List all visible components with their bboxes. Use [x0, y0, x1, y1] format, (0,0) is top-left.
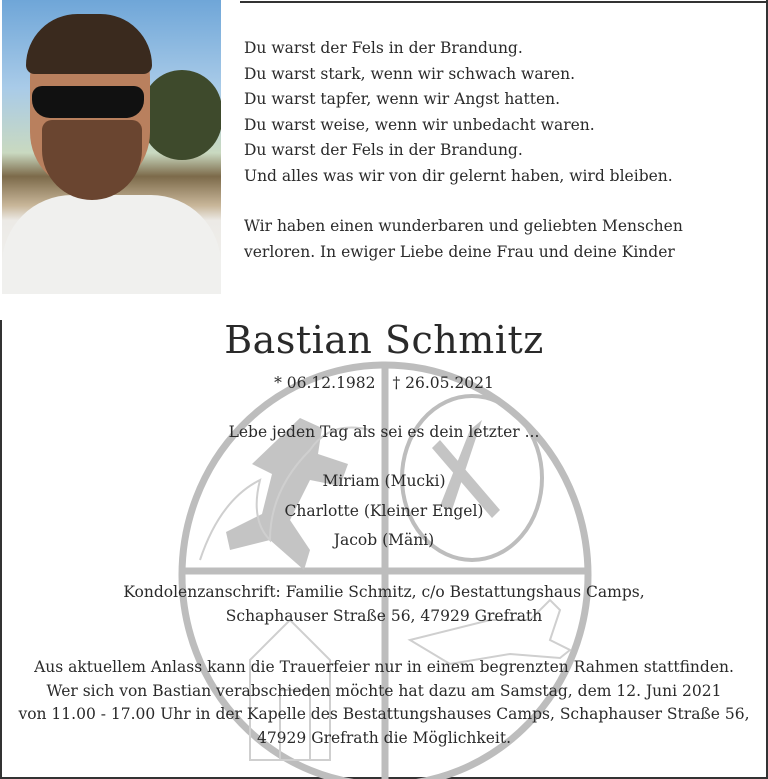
poem-line: Du warst der Fels in der Brandung.	[244, 141, 523, 159]
mourner: Miriam (Mucki)	[322, 472, 446, 490]
poem-line: Du warst der Fels in der Brandung.	[244, 39, 523, 57]
mourner: Charlotte (Kleiner Engel)	[284, 501, 484, 520]
address-line: Schaphauser Straße 56, 47929 Grefrath	[225, 607, 543, 625]
mourner: Jacob (Mäni)	[333, 531, 435, 549]
address-line: Kondolenzanschrift: Familie Schmitz, c/o Bestattungshaus Camps,	[123, 583, 645, 601]
poem-line: Du warst weise, wenn wir unbedacht waren.	[244, 115, 595, 134]
info-line: von 11.00 - 17.00 Uhr in der Kapelle des Bestattungshauses Camps, Schaphauser Straße 56,	[18, 705, 750, 723]
deceased-name: Bastian Schmitz	[224, 318, 544, 362]
condolence-address	[0, 580, 768, 628]
closing-line: verloren. In ewiger Liebe deine Frau und deine Kinder	[244, 242, 675, 261]
motto: Lebe jeden Tag als sei es dein letzter ...	[228, 423, 540, 441]
death-date: † 26.05.2021	[392, 374, 494, 392]
info-line: Wer sich von Bastian verabschieden möchte hat dazu am Samstag, dem 12. Juni 2021	[46, 681, 722, 700]
funeral-info	[0, 656, 768, 750]
poem-line: Und alles was wir von dir gelernt haben, wird bleiben.	[244, 166, 673, 185]
poem-line: Du warst stark, wenn wir schwach waren.	[244, 64, 576, 83]
birth-date: * 06.12.1982	[274, 374, 376, 392]
info-line: 47929 Grefrath die Möglichkeit.	[256, 728, 512, 747]
life-dates	[0, 374, 768, 392]
poem	[244, 36, 683, 265]
poem-line: Du warst tapfer, wenn wir Angst hatten.	[244, 90, 561, 108]
closing-line: Wir haben einen wunderbaren und geliebten Menschen	[244, 217, 683, 235]
mourners-list	[0, 467, 768, 556]
info-line: Aus aktuellem Anlass kann die Trauerfeier nur in einem begrenzten Rahmen stattfinden.	[34, 658, 734, 676]
